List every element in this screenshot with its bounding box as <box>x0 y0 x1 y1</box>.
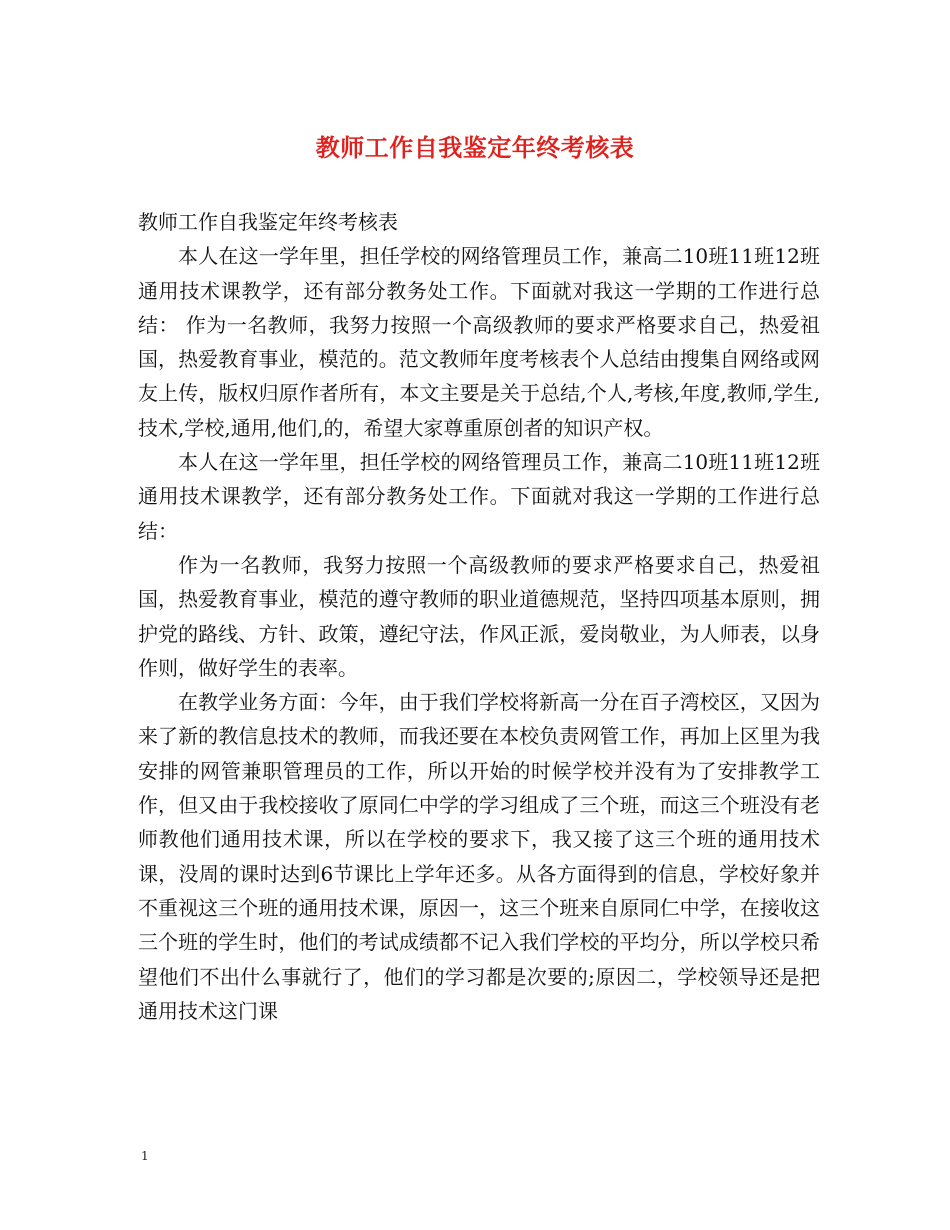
body-paragraph-4: 在教学业务方面：今年，由于我们学校将新高一分在百子湾校区，又因为来了新的教信息技术的教师，而我还要在本校负责网管工作，再加上区里为我安排的网管兼职管理员的工作，所以开始的时候学校并没有为了安排教学工作，但又由于我校接收了原同仁中学的学习组成了三个班，而这三个班没有老师教他们通用技术课，所以在学校的要求下，我又接了这三个班的通用技术课，没周的课时达到6节课比上学年还多。从各方面得到的信息，学校好象并不重视这三个班的通用技术课，原因一，这三个班来自原同仁中学，在接收这三个班的学生时，他们的考试成绩都不记入我们学校的平均分，所以学校只希望他们不出什么事就行了，他们的学习都是次要的;原因二，学校领导还是把通用技术这门课 <box>138 690 820 1023</box>
body-paragraph-3: 作为一名教师，我努力按照一个高级教师的要求严格要求自己，热爱祖国，热爱教育事业，模范的遵守教师的职业道德规范，坚持四项基本原则，拥护党的路线、方针、政策，遵纪守法，作风正派，爱岗敬业，为人师表，以身作则，做好学生的表率。 <box>138 552 820 680</box>
page-title: 教师工作自我鉴定年终考核表 <box>315 133 635 162</box>
page-number: 1 <box>141 1149 149 1163</box>
body-paragraph-2: 本人在这一学年里，担任学校的网络管理员工作，兼高二10班11班12班通用技术课教学，还有部分教务处工作。下面就对我这一学期的工作进行总结： <box>138 450 820 543</box>
body-paragraph-1: 本人在这一学年里，担任学校的网络管理员工作，兼高二10班11班12班通用技术课教学，还有部分教务处工作。下面就对我这一学期的工作进行总结： 作为一名教师，我努力按照一个高级教师的要求严格要求自己，热爱祖国，热爱教育事业，模范的。范文教师年度考核表个人总结由搜集自网络或网友上传，版权归原作者所有，本文主要是关于总结,个人,考核,年度,教师,学生,技术,学校,通用,他们,的，希望大家尊重原创者的知识产权。 <box>138 244 820 440</box>
document-body <box>138 205 820 1028</box>
body-paragraph-heading: 教师工作自我鉴定年终考核表 <box>138 210 398 234</box>
